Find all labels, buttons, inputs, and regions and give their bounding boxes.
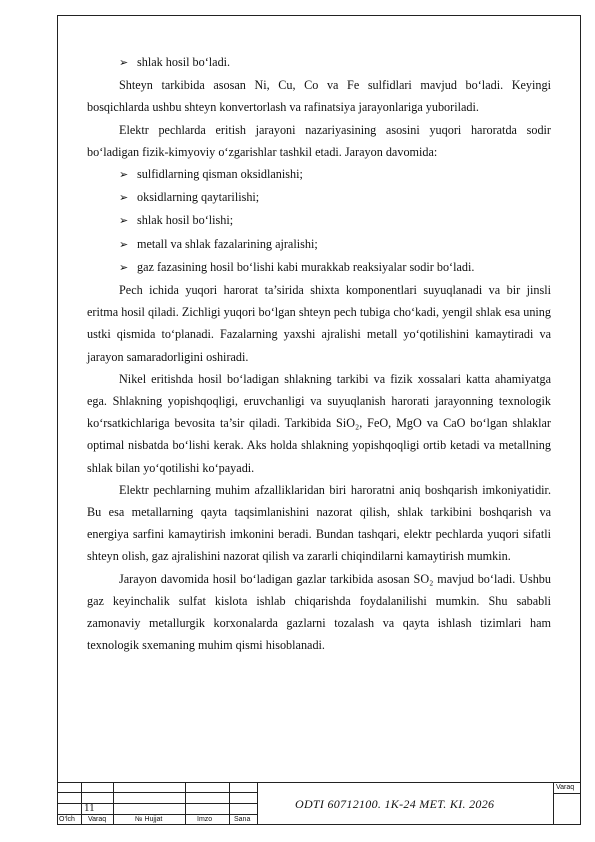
document-code: ODTI 60712100. 1K-24 MET. KI. 2026 (295, 797, 495, 811)
label-varaq: Varaq (88, 816, 107, 823)
arrow-bullet-icon: ➢ (119, 237, 129, 251)
bullet-item: ➢ oksidlarning qaytarilishi; (87, 186, 551, 209)
bullet-item: ➢ gaz fazasining hosil bo‘lishi kabi murakkab reaksiyalar sodir bo‘ladi. (87, 256, 551, 279)
document-body (87, 51, 551, 656)
bullet-item: ➢ shlak hosil bo‘lishi; (87, 209, 551, 232)
arrow-bullet-icon: ➢ (119, 56, 129, 69)
sheet-number: 11 (84, 802, 95, 814)
label-imzo: Imzo (197, 816, 213, 823)
arrow-bullet-icon: ➢ (119, 214, 129, 228)
arrow-bullet-icon: ➢ (119, 191, 129, 205)
bullet-item: ➢ sulfidlarning qisman oksidlanishi; (87, 163, 551, 186)
paragraph: Shteyn tarkibida asosan Ni, Cu, Co va Fe sulfidlari mavjud bo‘ladi. Keyingi bosqichlarda ushbu shteyn konvertorlash va rafinatsiya jarayonlariga yuboriladi. (87, 78, 551, 115)
label-varaq-corner: Varaq (556, 784, 575, 791)
paragraph: Jarayon davomida hosil bo‘ladigan gazlar tarkibida asosan SO₂ mavjud bo‘ladi. Ushbu gaz keyinchalik sulfat kislota ishlab chiqarishda foydalanilishi mumkin. Shu sababli zamonaviy metallurgik korxonalarda gazlarni tozalash va qayta ishlash tizimlari ham texnologik sxemaning muhim qismi hisoblanadi. (87, 571, 551, 653)
label-hujjat: № Hujjat (135, 816, 163, 823)
paragraph: Elektr pechlarning muhim afzalliklaridan biri haroratni aniq boshqarish imkoniyatidir. Bu esa metallarning qayta taqsimlanishini nazorat qilish, shlak tarkibini boshqarish va energiya sarfini kamaytirish imkonini beradi. Bundan tashqari, elektr pechlarda yuqori sifatli shteyn olish, gaz ajralishini nazorat qilish va zararli chiqindilarni kamaytirish mumkin. (87, 482, 551, 564)
bullet-item: ➢ metall va shlak fazalarining ajralishi; (87, 233, 551, 256)
paragraph: Pech ichida yuqori harorat ta’sirida shixta komponentlari suyuqlanadi va bir jinsli eritma hosil qiladi. Zichligi yuqori bo‘lgan shteyn pech tubiga cho‘kadi, yengil shlak esa uning ustki qismida to‘planadi. Fazalarning yaxshi ajralishi metall yo‘qotilishini kamaytiradi va jarayon samaradorligini oshiradi. (87, 283, 551, 364)
label-olch: O‘lch (59, 816, 75, 823)
paragraph: Elektr pechlarda eritish jarayoni nazariyasining asosini yuqori haroratda sodir bo‘ladigan fizik-kimyoviy o‘zgarishlar tashkil etadi. Jarayon davomida: (87, 122, 551, 159)
paragraph: Nikel eritishda hosil bo‘ladigan shlakning tarkibi va fizik xossalari katta ahamiyatga ega. Shlakning yopishqoqligi, eruvchanligi va suyuqlanish harorati jarayonning texnologik ko‘rsatkichlariga bevosita ta’sir qiladi. Tarkibida SiO₂, FeO, MgO va CaO bo‘lgan shlaklar optimal nisbatda bo‘lishi kerak. Aks holda shlakning yopishqoqligi ortib ketadi va metallning shlak bilan yo‘qotilishi ko‘payadi. (87, 371, 551, 475)
label-sana: Sana (234, 816, 251, 823)
bullet-item: ➢ shlak hosil bo‘ladi. (87, 51, 551, 74)
arrow-bullet-icon: ➢ (119, 168, 129, 182)
arrow-bullet-icon: ➢ (119, 260, 129, 274)
title-block (57, 782, 581, 825)
